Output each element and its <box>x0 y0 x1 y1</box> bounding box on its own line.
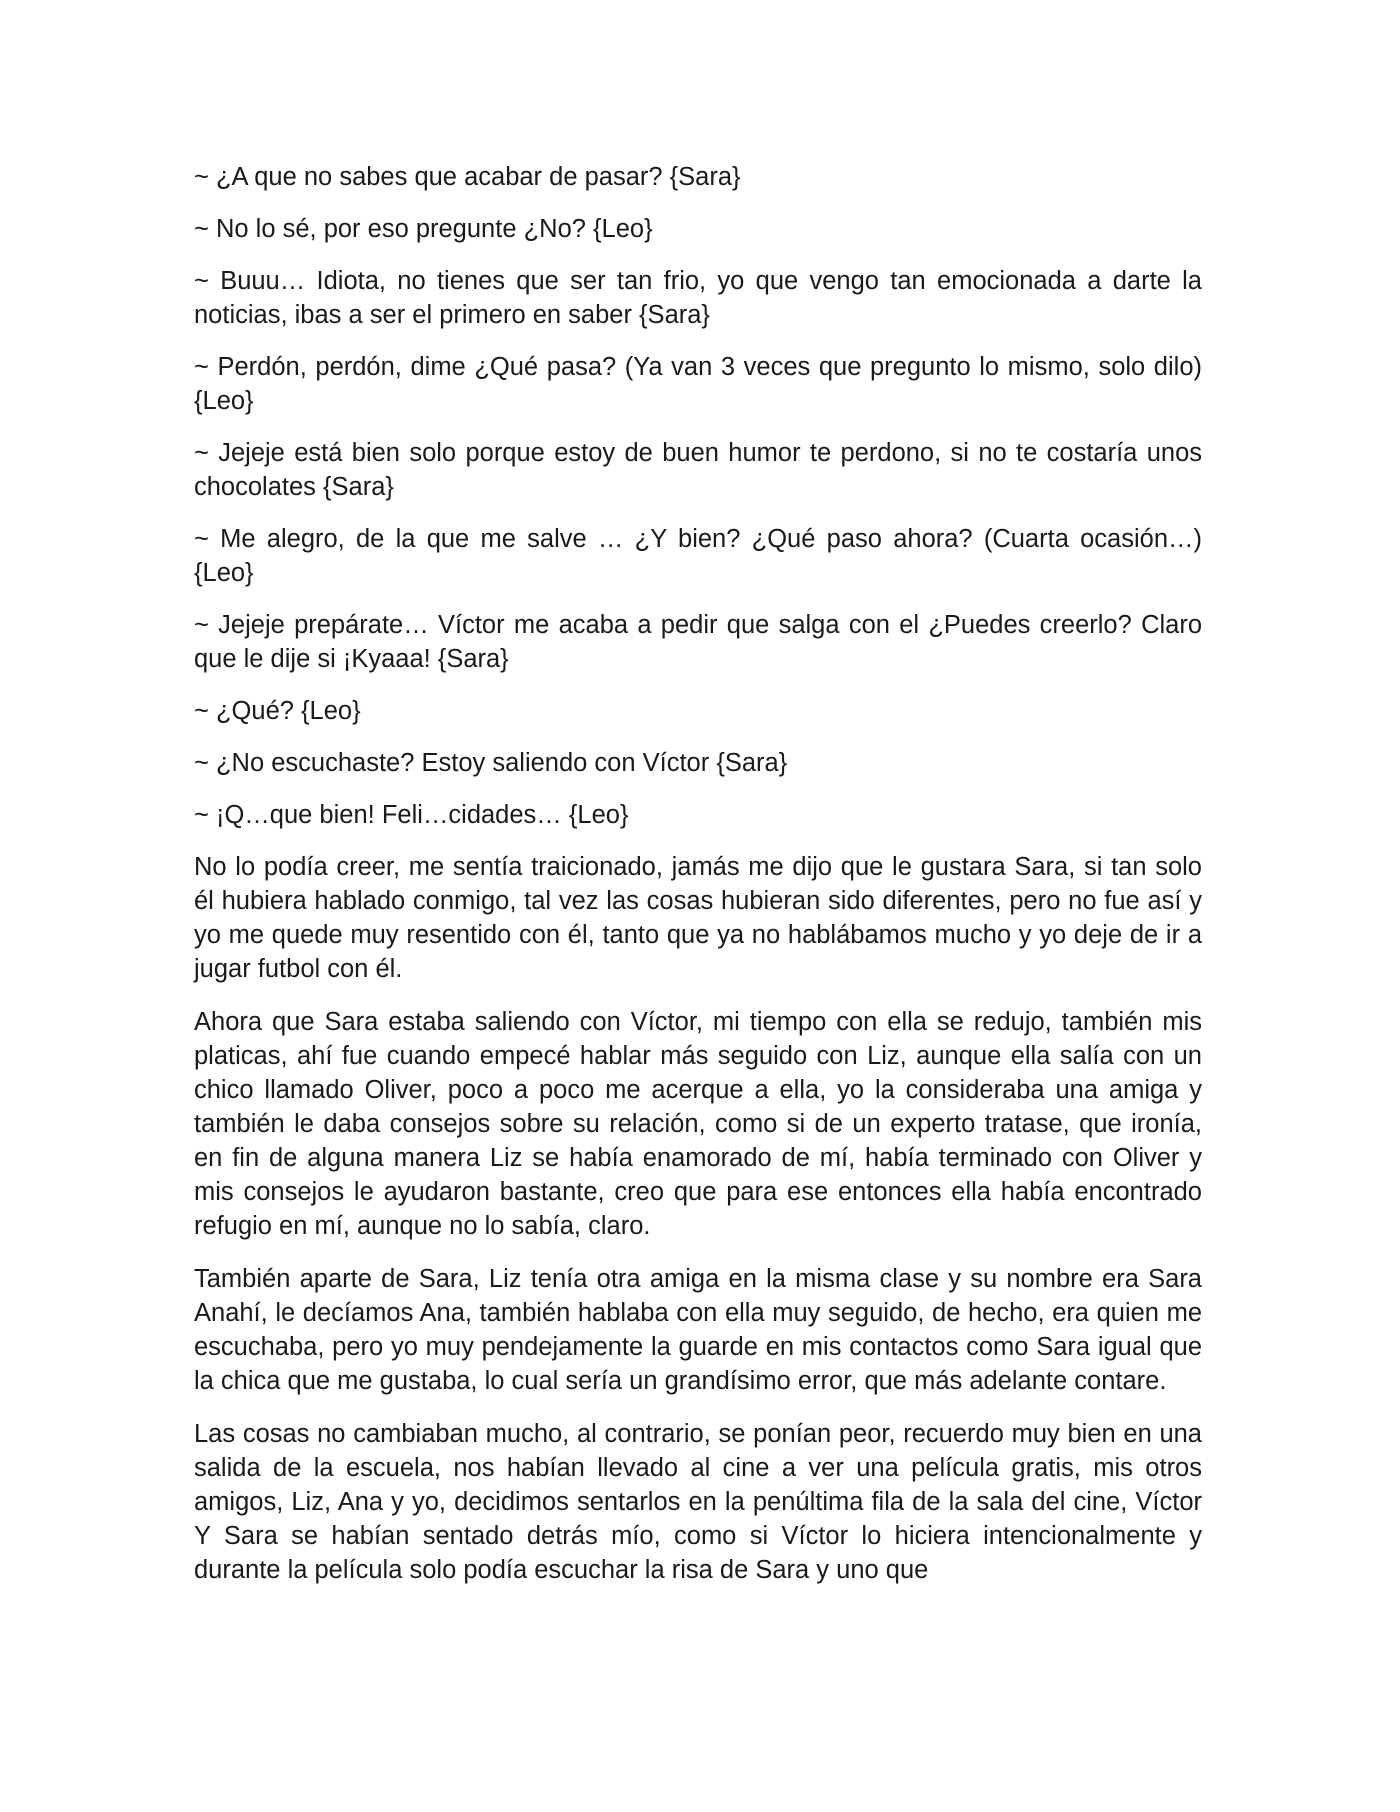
dialogue-line-9: ~ ¿No escuchaste? Estoy saliendo con Víctor {Sara} <box>194 749 788 777</box>
dialogue-line-10: ~ ¡Q…que bien! Feli…cidades… {Leo} <box>194 801 629 829</box>
narrative-paragraph-1: No lo podía creer, me sentía traicionado, jamás me dijo que le gustara Sara, si tan solo él hubiera hablado conmigo, tal vez las cosas hubieran sido diferentes, pero no fue así y yo me quede muy resentido con él, tanto que ya no hablábamos mucho y yo deje de ir a jugar futbol con él. <box>194 853 1202 983</box>
dialogue-line-1: ~ ¿A que no sabes que acabar de pasar? {Sara} <box>194 163 741 191</box>
narrative-paragraph-3: También aparte de Sara, Liz tenía otra amiga en la misma clase y su nombre era Sara Anahí, le decíamos Ana, también hablaba con ella muy seguido, de hecho, era quien me escuchaba, pero yo muy pendejamente la guarde en mis contactos como Sara igual que la chica que me gustaba, lo cual sería un grandísimo error, que más adelante contare. <box>194 1265 1202 1395</box>
dialogue-line-8: ~ ¿Qué? {Leo} <box>194 697 361 725</box>
dialogue-line-4: ~ Perdón, perdón, dime ¿Qué pasa? (Ya van 3 veces que pregunto lo mismo, solo dilo) {Leo} <box>194 353 1202 415</box>
narrative-paragraph-2: Ahora que Sara estaba saliendo con Víctor, mi tiempo con ella se redujo, también mis platicas, ahí fue cuando empecé hablar más seguido con Liz, aunque ella salía con un chico llamado Oliver, poco a poco me acerque a ella, yo la consideraba una amiga y también le daba consejos sobre su relación, como si de un experto tratase, que ironía, en fin de alguna manera Liz se había enamorado de mí, había terminado con Oliver y mis consejos le ayudaron bastante, creo que para ese entonces ella había encontrado refugio en mí, aunque no lo sabía, claro. <box>194 1008 1202 1240</box>
dialogue-line-7: ~ Jejeje prepárate… Víctor me acaba a pedir que salga con el ¿Puedes creerlo? Claro que le dije si ¡Kyaaa! {Sara} <box>194 611 1202 673</box>
dialogue-line-2: ~ No lo sé, por eso pregunte ¿No? {Leo} <box>194 215 653 243</box>
dialogue-line-3: ~ Buuu… Idiota, no tienes que ser tan frio, yo que vengo tan emocionada a darte la noticias, ibas a ser el primero en saber {Sara} <box>194 267 1202 329</box>
dialogue-line-6: ~ Me alegro, de la que me salve … ¿Y bien? ¿Qué paso ahora? (Cuarta ocasión…) {Leo} <box>194 525 1202 587</box>
dialogue-line-5: ~ Jejeje está bien solo porque estoy de buen humor te perdono, si no te costaría unos chocolates {Sara} <box>194 439 1202 501</box>
narrative-paragraph-4: Las cosas no cambiaban mucho, al contrario, se ponían peor, recuerdo muy bien en una salida de la escuela, nos habían llevado al cine a ver una película gratis, mis otros amigos, Liz, Ana y yo, decidimos sentarlos en la penúltima fila de la sala del cine, Víctor Y Sara se habían sentado detrás mío, como si Víctor lo hiciera intencionalmente y durante la película solo podía escuchar la risa de Sara y uno que <box>194 1420 1202 1584</box>
document-page <box>194 160 1202 1606</box>
